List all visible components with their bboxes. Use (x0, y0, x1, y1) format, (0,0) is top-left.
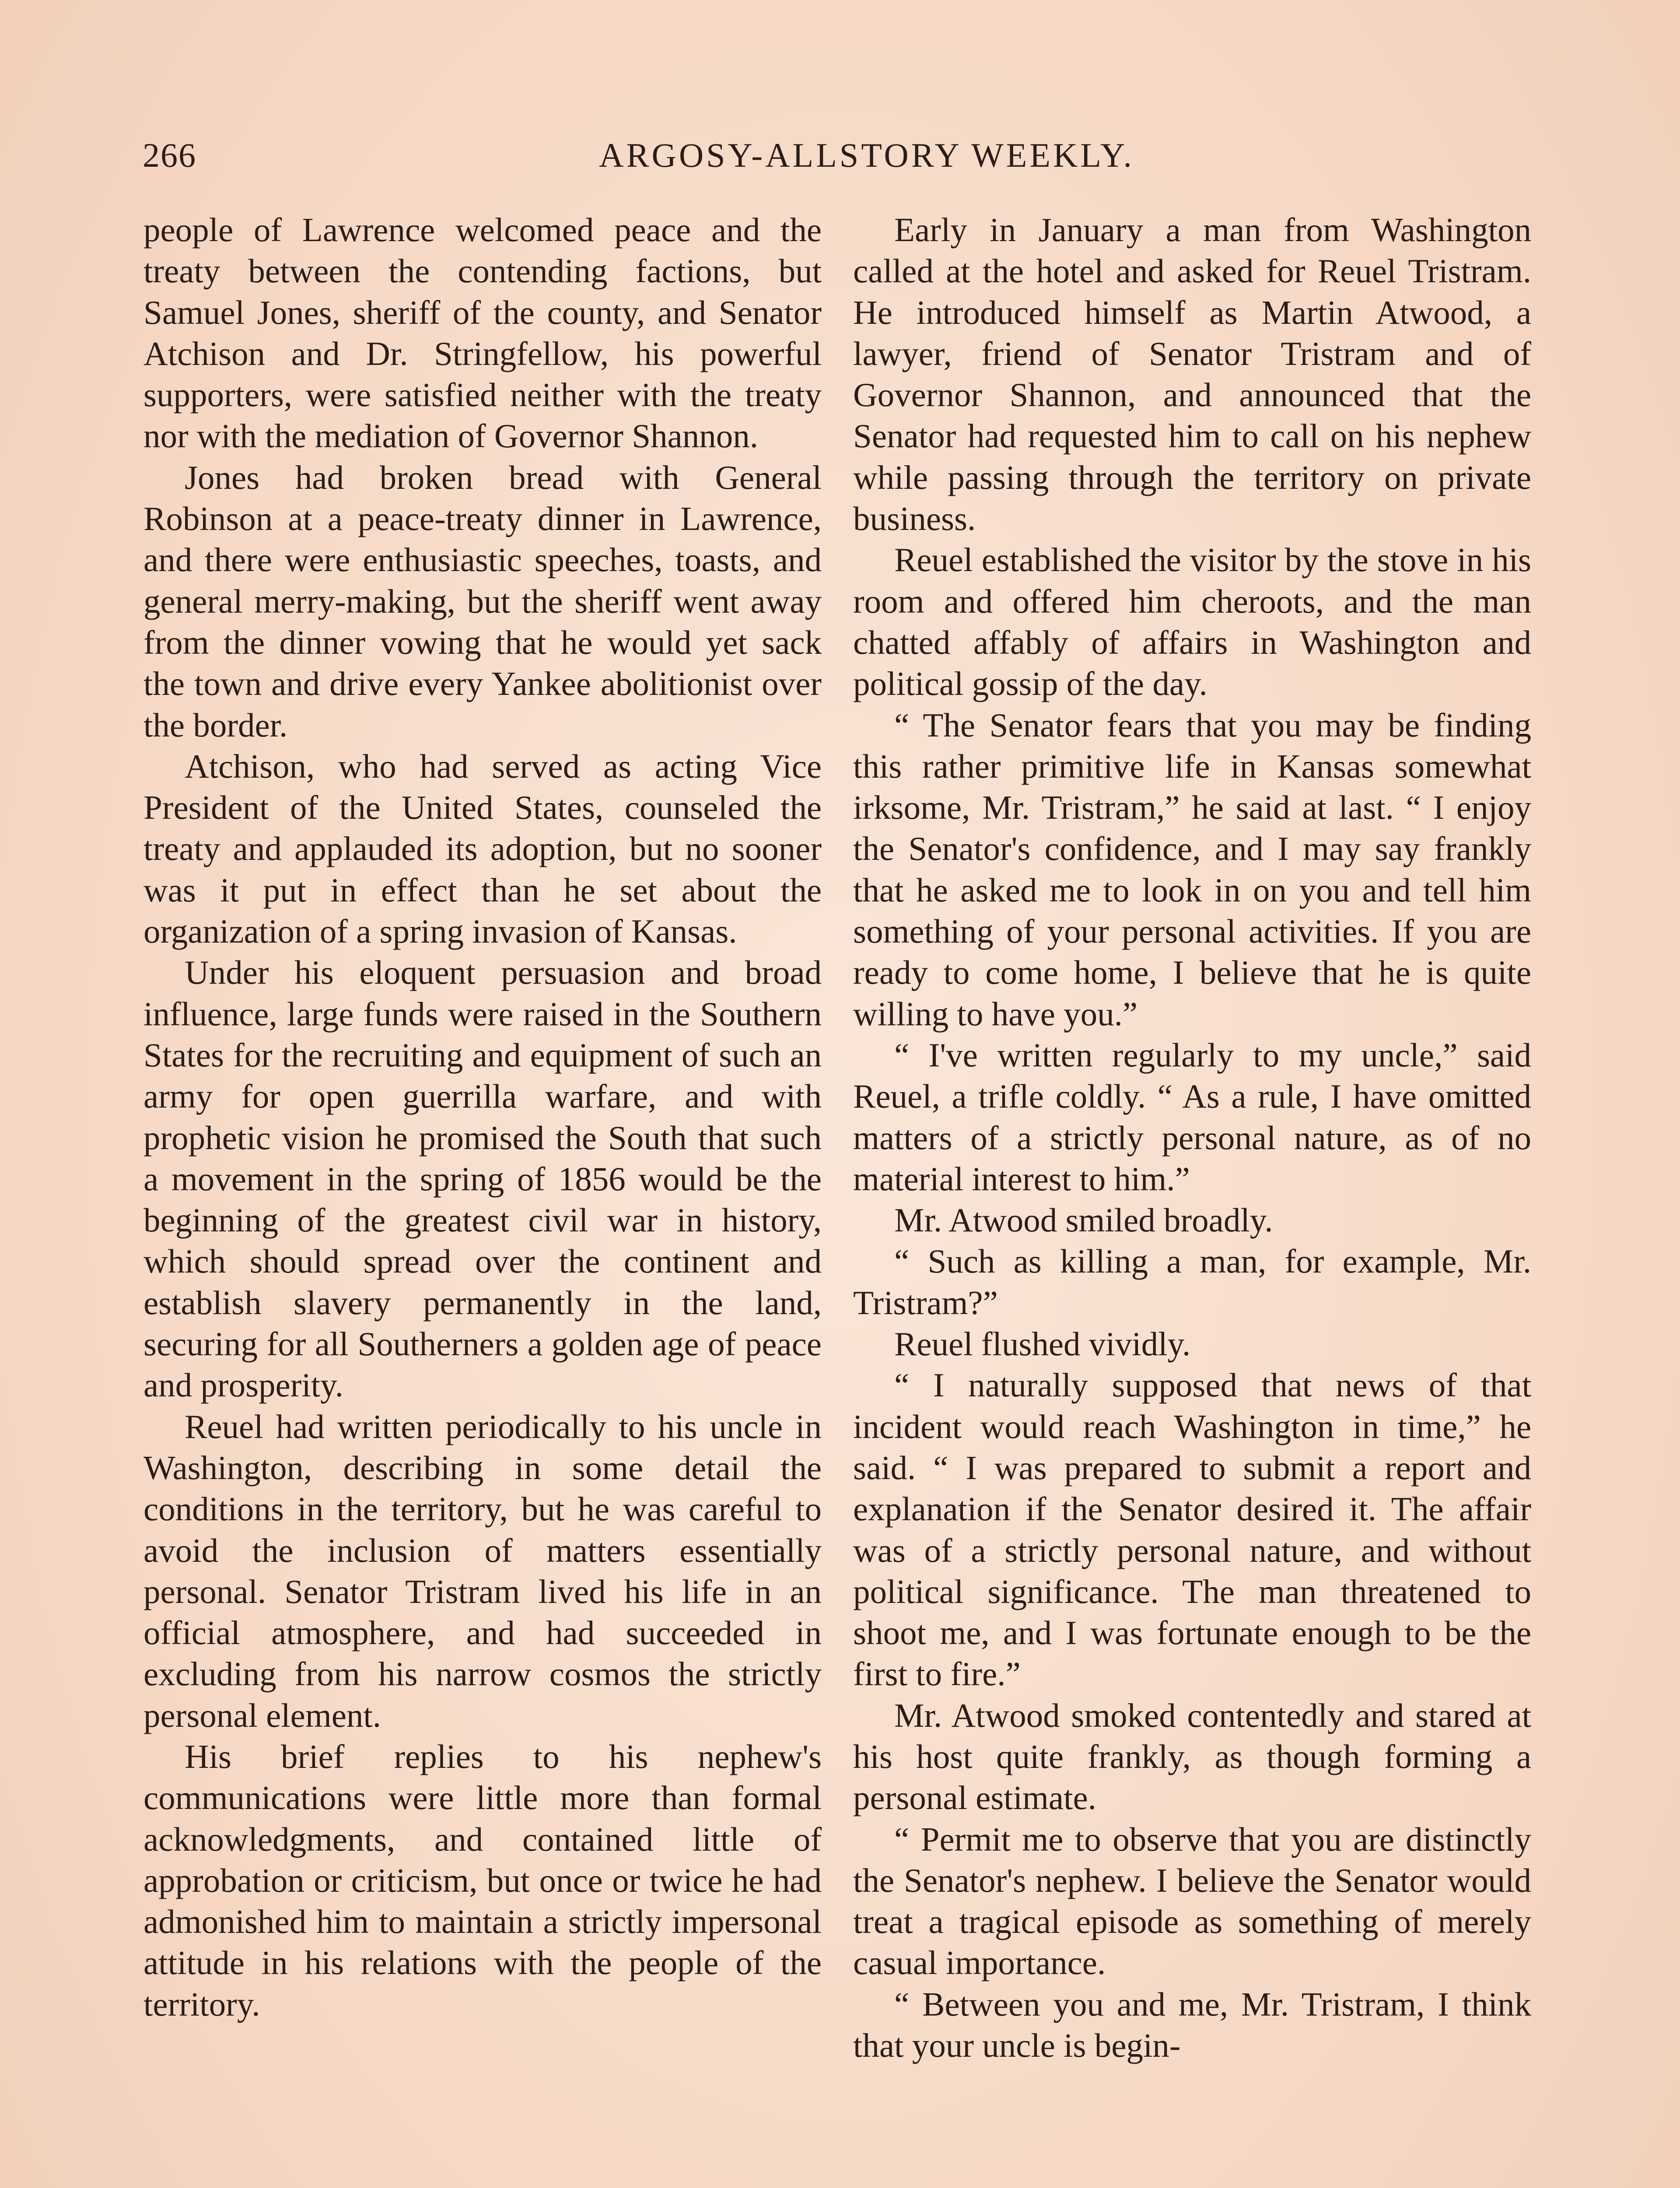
paragraph: “ Between you and me, Mr. Tristram, I think that your uncle is begin- (853, 1985, 1531, 2065)
paragraph: His brief replies to his nephew's communications were little more than formal acknowledgments, and contained little of approbation or criticism, but once or twice he had admonished him to maintain a strictly impersonal attitude in his relations with the people of the territory. (144, 1737, 822, 2023)
paragraph: “ Such as killing a man, for example, Mr. Tristram?” (853, 1242, 1531, 1322)
paragraph: “ Permit me to observe that you are distinctly the Senator's nephew. I believe the Senator would treat a tragical episode as something of merely casual importance. (853, 1820, 1531, 1982)
paragraph: Atchison, who had served as acting Vice President of the United States, counseled the treaty and applauded its adoption, but no sooner was it put in effect than he set about the organization of a spring invasion of Kansas. (144, 747, 822, 950)
right-column (853, 209, 1531, 2066)
paragraph: “ I've written regularly to my uncle,” said Reuel, a trifle coldly. “ As a rule, I have omitted matters of a strictly personal nature, as of no material interest to him.” (853, 1036, 1531, 1198)
paragraph: Reuel established the visitor by the stove in his room and offered him cheroots, and the man chatted affably of affairs in Washington and political gossip of the day. (853, 541, 1531, 703)
paragraph: Under his eloquent persuasion and broad influence, large funds were raised in the Southern States for the recruiting and equipment of such an army for open guerrilla warfare, and with prophetic vision he promised the South that such a movement in the spring of 1856 would be the beginning of the greatest civil war in history, which should spread over the continent and establish slavery permanently in the land, securing for all Southerners a golden age of peace and prosperity. (144, 954, 822, 1404)
paragraph: Jones had broken bread with General Robinson at a peace-treaty dinner in Lawrence, and there were enthusiastic speeches, toasts, and general merry-making, but the sheriff went away from the dinner vowing that he would yet sack the town and drive every Yankee abolitionist over the border. (144, 458, 822, 744)
paragraph: Reuel flushed vividly. (894, 1325, 1191, 1363)
page-header (143, 131, 1591, 179)
paragraph: Early in January a man from Washington called at the hotel and asked for Reuel Tristram. He introduced himself as Martin Atwood, a lawyer, friend of Senator Tristram and of Governor Shannon, and announced that the Senator had requested him to call on his nephew while passing through the territory on private business. (853, 211, 1531, 538)
paragraph: people of Lawrence welcomed peace and the treaty between the contending factions, but Samuel Jones, sheriff of the county, and Senator Atchison and Dr. Stringfellow, his powerful supporters, were satisfied neither with the treaty nor with the mediation of Governor Shannon. (144, 211, 822, 455)
paragraph: “ The Senator fears that you may be finding this rather primitive life in Kansas somewhat irksome, Mr. Tristram,” he said at last. “ I enjoy the Senator's confidence, and I may say frankly that he asked me to look in on you and tell him something of your personal activities. If you are ready to come home, I believe that he is quite willing to have you.” (853, 706, 1531, 1033)
left-column (144, 209, 822, 2025)
paragraph: Mr. Atwood smoked contentedly and stared at his host quite frankly, as though forming a personal estimate. (853, 1696, 1531, 1817)
running-head: ARGOSY-ALLSTORY WEEKLY. (599, 136, 1134, 174)
paragraph: Mr. Atwood smiled broadly. (894, 1201, 1273, 1239)
paragraph: “ I naturally supposed that news of that incident would reach Washington in time,” he said. “ I was prepared to submit a report and explanation if the Senator desired it. The affair was of a strictly personal nature, and without political significance. The man threatened to shoot me, and I was fortunate enough to be the first to fire.” (853, 1366, 1531, 1693)
paragraph: Reuel had written periodically to his uncle in Washington, describing in some detail the conditions in the territory, but he was careful to avoid the inclusion of matters essentially personal. Senator Tristram lived his life in an official atmosphere, and had succeeded in excluding from his narrow cosmos the strictly personal element. (144, 1407, 822, 1734)
page-number: 266 (143, 136, 196, 174)
